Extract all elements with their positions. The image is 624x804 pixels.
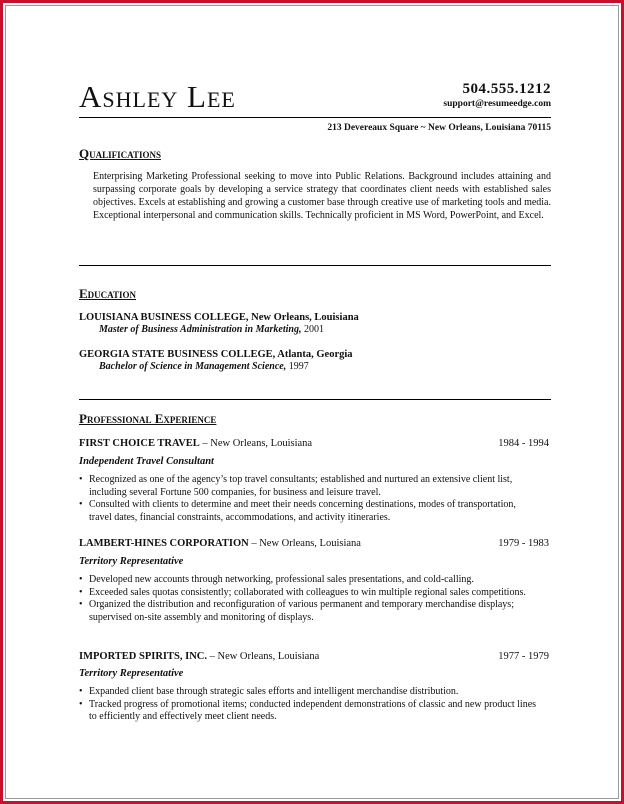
degree-year: 2001 xyxy=(301,324,324,335)
job-bullets xyxy=(79,474,539,524)
resume-page xyxy=(79,3,551,803)
job-title: Independent Travel Consultant xyxy=(79,456,214,467)
job-dates: 1977 - 1979 xyxy=(498,651,549,662)
mailing-address: 213 Devereaux Square ~ New Orleans, Louisiana 70115 xyxy=(327,123,551,133)
job-heading xyxy=(79,438,551,449)
header-rule xyxy=(79,117,551,118)
education-heading: Education xyxy=(79,286,137,301)
job-bullets xyxy=(79,686,539,724)
qualifications-summary: Enterprising Marketing Professional seeking to move into Public Relations. Background includes attaining and surpassing corporate goals by developing a service strategy that coordinates client needs with established sales objectives. Excels at establishing and growing a customer base through creative use of marketing tools and media. Exceptional interpersonal and communication skills. Technically proficient in MS Word, PowerPoint, and Excel. xyxy=(93,171,551,221)
candidate-name: Ashley Lee xyxy=(79,79,236,114)
degree-name: Bachelor of Science in Management Science, xyxy=(99,361,287,372)
education-degree xyxy=(99,361,309,372)
degree-name: Master of Business Administration in Marketing, xyxy=(99,324,302,335)
section-divider xyxy=(79,399,551,400)
bullet-item: • Recognized as one of the agency’s top travel consultants; established and nurtured an extensive client list, including several Fortune 500 companies, for business and leisure travel. xyxy=(89,474,539,499)
job-company: FIRST CHOICE TRAVEL xyxy=(79,438,200,449)
job-dates: 1979 - 1983 xyxy=(498,538,549,549)
job-location: – New Orleans, Louisiana xyxy=(248,538,361,549)
job-bullets xyxy=(79,574,539,624)
job-location: – New Orleans, Louisiana xyxy=(206,651,320,662)
job-company: IMPORTED SPIRITS, INC. xyxy=(79,651,207,662)
phone-number: 504.555.1212 xyxy=(462,81,551,97)
qualifications-heading: Qualifications xyxy=(79,146,161,161)
degree-year: 1997 xyxy=(286,361,309,372)
job-title: Territory Representative xyxy=(79,556,184,567)
section-divider xyxy=(79,265,551,266)
job-company: LAMBERT-HINES CORPORATION xyxy=(79,538,249,549)
education-school: LOUISIANA BUSINESS COLLEGE, New Orleans, Louisiana xyxy=(79,312,359,323)
email-address: support@resumeedge.com xyxy=(443,99,551,109)
bullet-item: • Consulted with clients to determine and meet their needs concerning destinations, modes of transportation, travel dates, financial constraints, accommodations, and activity itineraries. xyxy=(89,499,539,524)
bullet-item: • Organized the distribution and reconfiguration of various permanent and temporary merchandise displays; supervised on-site assembly and monitoring of displays. xyxy=(89,599,539,624)
job-title: Territory Representative xyxy=(79,668,184,679)
education-degree xyxy=(99,324,324,335)
job-dates: 1984 - 1994 xyxy=(498,438,549,449)
job-heading xyxy=(79,538,551,549)
bullet-item: • Developed new accounts through networking, professional sales presentations, and cold-calling. xyxy=(89,574,539,587)
bullet-item: • Exceeded sales quotas consistently; collaborated with colleagues to win multiple regional sales competitions. xyxy=(89,587,539,600)
education-school: GEORGIA STATE BUSINESS COLLEGE, Atlanta, Georgia xyxy=(79,349,353,360)
bullet-item: • Expanded client base through strategic sales efforts and intelligent merchandise distribution. xyxy=(89,686,539,699)
bullet-item: • Tracked progress of promotional items; conducted independent demonstrations of classic and new product lines to efficiently and effectively meet client needs. xyxy=(89,699,539,724)
job-heading xyxy=(79,651,551,662)
experience-heading: Professional Experience xyxy=(79,411,217,426)
job-location: – New Orleans, Louisiana xyxy=(199,438,313,449)
